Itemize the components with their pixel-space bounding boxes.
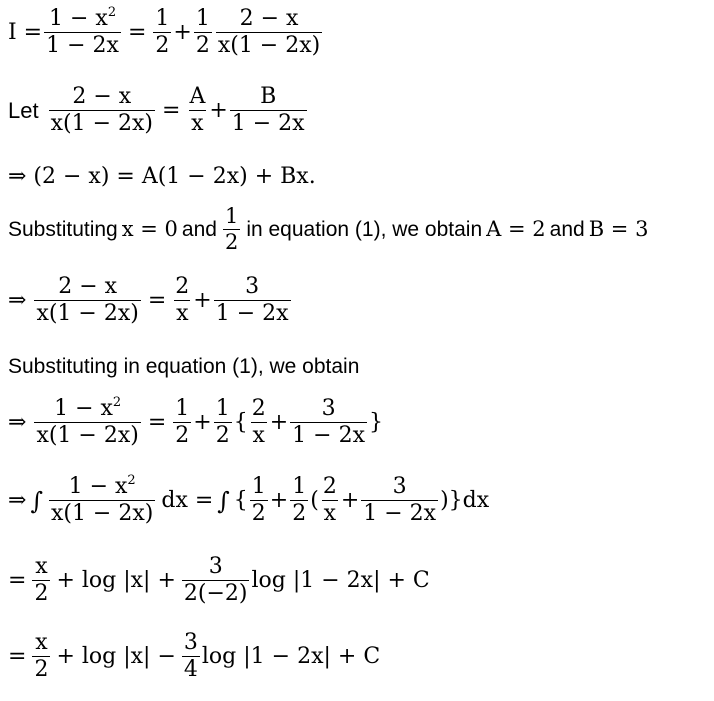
fraction: $\frac{1}{2}$ (224, 204, 239, 254)
equation-line-7 (8, 395, 383, 448)
fraction: $\frac{1 - x^2}{x(1 - 2x)}$ (50, 473, 154, 526)
plus-sign: + (269, 409, 289, 435)
let-text: Let (8, 97, 39, 123)
fraction: $\frac{1 - x^2}{1 - 2x}$ (46, 5, 119, 58)
left-brace: { (233, 409, 248, 435)
equals-sign: = (162, 97, 181, 123)
fraction: $\frac{3}{1 - 2x}$ (363, 474, 437, 526)
log-term: log |1 − 2x| + C (251, 567, 430, 593)
equation-line-3 (8, 166, 316, 188)
substitution-text: Substituting in equation (1), we obtain (8, 355, 360, 378)
log-term: + log |x| + (56, 567, 176, 593)
left-brace: { (233, 487, 248, 513)
equation-line-4: Substituting x = 0 and $\frac{1}{2}$ in equation (1), we obtain A = 2 and B = 3 (8, 204, 649, 254)
plus-sign: + (340, 487, 360, 513)
fraction: $\frac{3}{1 - 2x}$ (292, 396, 365, 448)
fraction: $\frac{1}{2}$ (155, 6, 170, 58)
equals-sign: = (8, 567, 27, 593)
fraction: $\frac{1}{2}$ (292, 474, 307, 526)
fraction: $\frac{1}{2}$ (251, 474, 266, 526)
fraction: $\frac{2}{x}$ (251, 396, 266, 448)
log-term: + log |x| − (56, 643, 176, 669)
plus-sign: + (193, 287, 212, 313)
fraction: $\frac{2}{x}$ (322, 474, 337, 526)
equals-sign: = (127, 19, 147, 45)
fraction: $\frac{B}{1 - 2x}$ (231, 84, 305, 136)
equation-line-1 (8, 5, 324, 58)
integral-label: I = (8, 19, 43, 45)
equation-line-5 (8, 276, 293, 325)
fraction: $\frac{2 - x}{x(1 - 2x)}$ (50, 84, 153, 136)
equation-line-10 (8, 632, 380, 681)
plus-sign: + (193, 409, 212, 435)
fraction: $\frac{x}{2}$ (34, 554, 49, 606)
fraction: $\frac{2}{x}$ (175, 274, 190, 326)
fraction: $\frac{3}{1 - 2x}$ (215, 274, 289, 326)
plus-sign: + (209, 97, 228, 123)
integral-sign: ∫ (30, 486, 43, 515)
fraction: $\frac{x}{2}$ (34, 630, 49, 682)
fraction: $\frac{1 - x^2}{x(1 - 2x)}$ (36, 395, 139, 448)
fraction: $\frac{3}{4}$ (183, 630, 198, 682)
fraction: $\frac{2 - x}{x(1 - 2x)}$ (217, 6, 321, 58)
plus-sign: + (173, 19, 192, 45)
equals-sign: = (147, 409, 167, 435)
equation-line-8 (8, 473, 490, 526)
equation-line-2 (8, 86, 309, 135)
integral-sign: ∫ (217, 486, 230, 515)
implies-sign: ⇒ (8, 409, 27, 435)
fraction: $\frac{A}{x}$ (189, 84, 206, 136)
right-brace: } (368, 409, 383, 435)
closing-dx: )}dx (440, 487, 490, 513)
equals-sign: = (147, 287, 167, 313)
implies-sign: ⇒ (8, 487, 27, 513)
equation-line-6 (8, 356, 359, 377)
fraction: $\frac{1}{2}$ (195, 6, 210, 58)
fraction: $\frac{3}{2(-2)}$ (183, 554, 248, 606)
fraction: $\frac{1}{2}$ (175, 396, 190, 448)
fraction: $\frac{1}{2}$ (215, 396, 230, 448)
equation-text: ⇒ (2 − x) = A(1 − 2x) + Bx. (8, 164, 316, 189)
dx-equals: dx = (161, 487, 214, 513)
plus-sign: + (269, 487, 289, 513)
implies-sign: ⇒ (8, 287, 27, 313)
equation-line-9 (8, 556, 430, 605)
left-paren: ( (310, 487, 319, 513)
fraction: $\frac{2 - x}{x(1 - 2x)}$ (36, 274, 139, 326)
equals-sign: = (8, 643, 27, 669)
log-term: log |1 − 2x| + C (201, 643, 381, 669)
